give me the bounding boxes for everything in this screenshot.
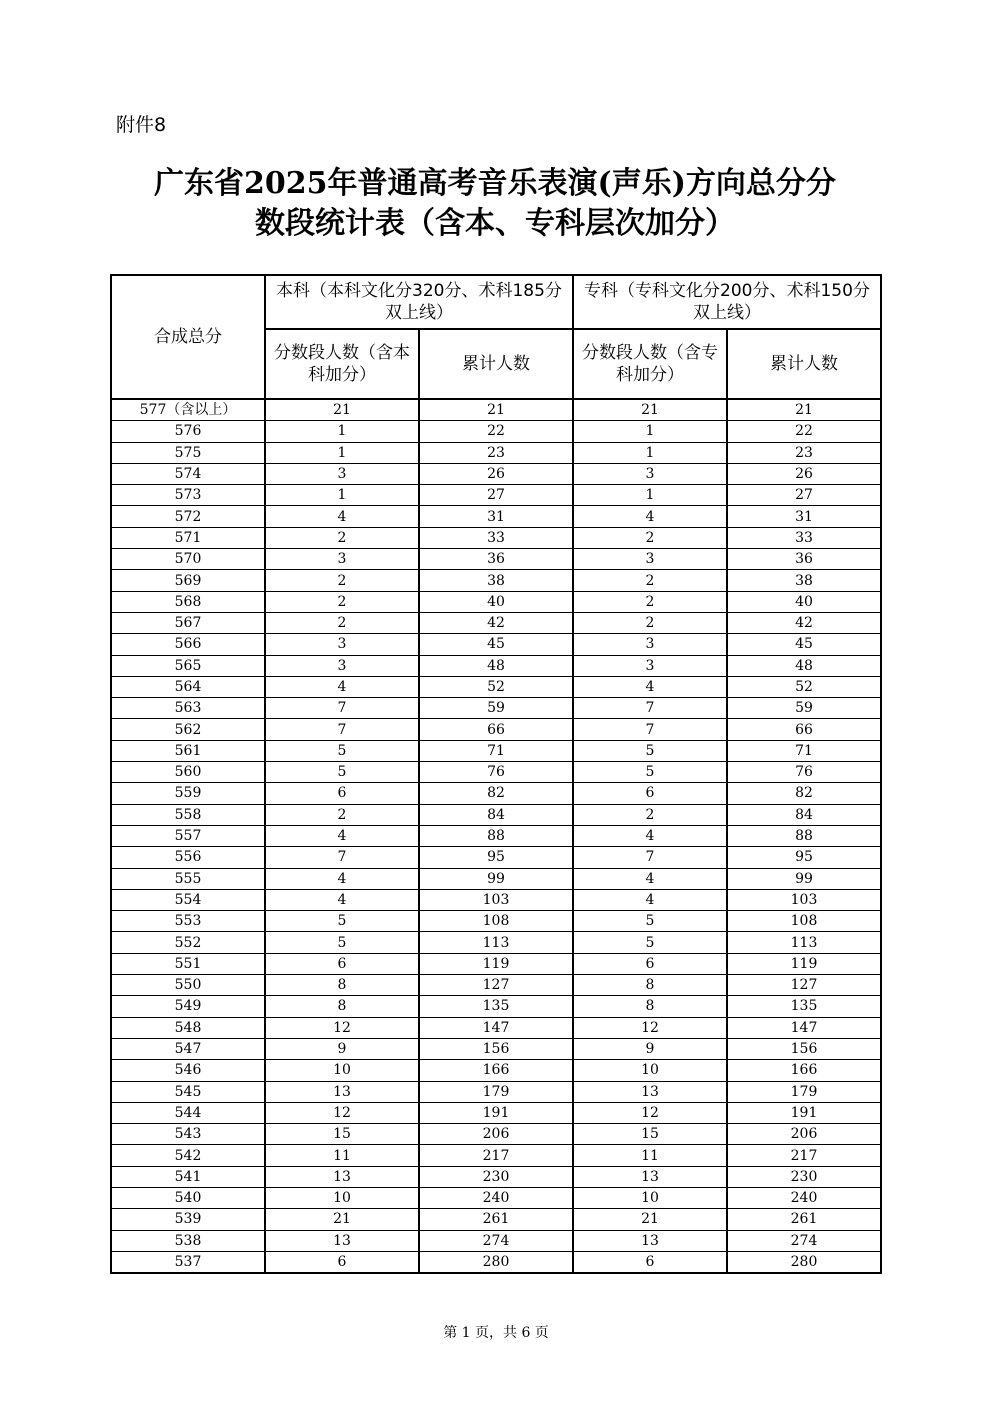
- junior-count-cell: 6: [573, 953, 727, 974]
- junior-cumulative-cell: 31: [727, 506, 881, 527]
- undergrad-cumulative-cell: 240: [419, 1187, 573, 1208]
- junior-count-cell: 6: [573, 1251, 727, 1273]
- undergrad-count-cell: 21: [265, 399, 419, 421]
- score-cell: 538: [111, 1230, 265, 1251]
- table-row: [111, 506, 881, 527]
- undergrad-count-cell: 2: [265, 570, 419, 591]
- score-cell: 543: [111, 1124, 265, 1145]
- junior-cumulative-cell: 119: [727, 953, 881, 974]
- page-title: [110, 164, 880, 244]
- junior-cumulative-cell: 280: [727, 1251, 881, 1273]
- undergrad-count-cell: 13: [265, 1166, 419, 1187]
- undergrad-cumulative-cell: 217: [419, 1145, 573, 1166]
- junior-cumulative-cell: 88: [727, 825, 881, 846]
- junior-count-cell: 4: [573, 868, 727, 889]
- score-cell: 545: [111, 1081, 265, 1102]
- undergrad-count-cell: 13: [265, 1081, 419, 1102]
- undergrad-count-cell: 3: [265, 655, 419, 676]
- junior-count-cell: 3: [573, 463, 727, 484]
- score-cell: 552: [111, 932, 265, 953]
- undergrad-count-cell: 11: [265, 1145, 419, 1166]
- score-cell: 555: [111, 868, 265, 889]
- undergrad-count-cell: 9: [265, 1038, 419, 1059]
- table-row: [111, 655, 881, 676]
- table-row: [111, 1102, 881, 1123]
- junior-cumulative-cell: 38: [727, 570, 881, 591]
- undergrad-cumulative-cell: 42: [419, 612, 573, 633]
- undergrad-cumulative-cell: 280: [419, 1251, 573, 1273]
- junior-count-cell: 3: [573, 655, 727, 676]
- undergrad-cumulative-cell: 108: [419, 911, 573, 932]
- junior-count-cell: 2: [573, 570, 727, 591]
- score-cell: 573: [111, 485, 265, 506]
- score-cell: 556: [111, 847, 265, 868]
- table-row: [111, 783, 881, 804]
- score-cell: 562: [111, 719, 265, 740]
- table-row: [111, 847, 881, 868]
- junior-cumulative-cell: 147: [727, 1017, 881, 1038]
- table-row: [111, 1060, 881, 1081]
- score-cell: 553: [111, 911, 265, 932]
- undergrad-cumulative-cell: 23: [419, 442, 573, 463]
- junior-cumulative-cell: 156: [727, 1038, 881, 1059]
- score-distribution-table: [110, 274, 882, 1274]
- score-cell: 541: [111, 1166, 265, 1187]
- undergrad-count-cell: 7: [265, 698, 419, 719]
- junior-count-cell: 5: [573, 911, 727, 932]
- table-row: [111, 527, 881, 548]
- table-row: [111, 1038, 881, 1059]
- table-row: [111, 762, 881, 783]
- junior-count-cell: 13: [573, 1166, 727, 1187]
- undergrad-cumulative-cell: 274: [419, 1230, 573, 1251]
- junior-count-cell: 21: [573, 399, 727, 421]
- junior-cumulative-cell: 261: [727, 1209, 881, 1230]
- score-cell: 537: [111, 1251, 265, 1273]
- junior-count-cell: 7: [573, 719, 727, 740]
- junior-count-cell: 2: [573, 804, 727, 825]
- junior-count-cell: 10: [573, 1187, 727, 1208]
- undergrad-count-cell: 21: [265, 1209, 419, 1230]
- table-row: [111, 1017, 881, 1038]
- table-row: [111, 1209, 881, 1230]
- undergrad-cumulative-cell: 21: [419, 399, 573, 421]
- junior-cumulative-cell: 206: [727, 1124, 881, 1145]
- junior-count-cell: 15: [573, 1124, 727, 1145]
- table-row: [111, 889, 881, 910]
- table-row: [111, 911, 881, 932]
- table-row: [111, 421, 881, 442]
- junior-cumulative-cell: 240: [727, 1187, 881, 1208]
- undergrad-count-cell: 7: [265, 719, 419, 740]
- score-cell: 570: [111, 549, 265, 570]
- undergrad-count-cell: 3: [265, 549, 419, 570]
- score-cell: 576: [111, 421, 265, 442]
- junior-cumulative-cell: 52: [727, 676, 881, 697]
- undergrad-cumulative-cell: 103: [419, 889, 573, 910]
- table-row: [111, 1230, 881, 1251]
- undergrad-cumulative-cell: 38: [419, 570, 573, 591]
- table-body: [111, 399, 881, 1273]
- junior-cumulative-cell: 66: [727, 719, 881, 740]
- undergrad-count-cell: 4: [265, 676, 419, 697]
- junior-count-cell: 2: [573, 527, 727, 548]
- score-cell: 547: [111, 1038, 265, 1059]
- junior-cumulative-cell: 166: [727, 1060, 881, 1081]
- title-line-1: 广东省2025年普通高考音乐表演(声乐)方向总分分: [154, 166, 836, 201]
- header-undergrad-group: 本科（本科文化分320分、术科185分双上线）: [265, 275, 573, 329]
- junior-count-cell: 8: [573, 975, 727, 996]
- header-undergrad-cumulative: 累计人数: [419, 329, 573, 399]
- undergrad-cumulative-cell: 261: [419, 1209, 573, 1230]
- junior-cumulative-cell: 71: [727, 740, 881, 761]
- table-row: [111, 825, 881, 846]
- table-row: [111, 804, 881, 825]
- junior-cumulative-cell: 23: [727, 442, 881, 463]
- score-cell: 544: [111, 1102, 265, 1123]
- junior-count-cell: 1: [573, 421, 727, 442]
- undergrad-cumulative-cell: 127: [419, 975, 573, 996]
- junior-cumulative-cell: 59: [727, 698, 881, 719]
- table-row: [111, 698, 881, 719]
- undergrad-cumulative-cell: 40: [419, 591, 573, 612]
- score-cell: 551: [111, 953, 265, 974]
- junior-cumulative-cell: 135: [727, 996, 881, 1017]
- score-cell: 561: [111, 740, 265, 761]
- junior-count-cell: 6: [573, 783, 727, 804]
- undergrad-count-cell: 4: [265, 506, 419, 527]
- table-row: [111, 612, 881, 633]
- junior-count-cell: 4: [573, 506, 727, 527]
- attachment-label: 附件8: [116, 114, 167, 136]
- score-cell: 577（含以上）: [111, 399, 265, 421]
- junior-cumulative-cell: 40: [727, 591, 881, 612]
- junior-cumulative-cell: 27: [727, 485, 881, 506]
- undergrad-cumulative-cell: 206: [419, 1124, 573, 1145]
- undergrad-count-cell: 3: [265, 463, 419, 484]
- junior-cumulative-cell: 33: [727, 527, 881, 548]
- score-cell: 546: [111, 1060, 265, 1081]
- junior-count-cell: 5: [573, 740, 727, 761]
- undergrad-count-cell: 2: [265, 804, 419, 825]
- undergrad-count-cell: 6: [265, 783, 419, 804]
- score-cell: 574: [111, 463, 265, 484]
- undergrad-cumulative-cell: 147: [419, 1017, 573, 1038]
- undergrad-count-cell: 4: [265, 889, 419, 910]
- table-row: [111, 399, 881, 421]
- score-cell: 560: [111, 762, 265, 783]
- junior-count-cell: 10: [573, 1060, 727, 1081]
- undergrad-cumulative-cell: 33: [419, 527, 573, 548]
- junior-cumulative-cell: 127: [727, 975, 881, 996]
- junior-count-cell: 4: [573, 825, 727, 846]
- junior-count-cell: 2: [573, 591, 727, 612]
- undergrad-count-cell: 6: [265, 1251, 419, 1273]
- undergrad-cumulative-cell: 135: [419, 996, 573, 1017]
- junior-cumulative-cell: 274: [727, 1230, 881, 1251]
- junior-count-cell: 8: [573, 996, 727, 1017]
- undergrad-count-cell: 4: [265, 825, 419, 846]
- junior-cumulative-cell: 95: [727, 847, 881, 868]
- table-row: [111, 953, 881, 974]
- table-row: [111, 463, 881, 484]
- table-row: [111, 975, 881, 996]
- junior-cumulative-cell: 230: [727, 1166, 881, 1187]
- undergrad-cumulative-cell: 22: [419, 421, 573, 442]
- junior-cumulative-cell: 99: [727, 868, 881, 889]
- junior-count-cell: 5: [573, 932, 727, 953]
- score-cell: 549: [111, 996, 265, 1017]
- undergrad-cumulative-cell: 166: [419, 1060, 573, 1081]
- score-cell: 568: [111, 591, 265, 612]
- header-undergrad-count: 分数段人数（含本科加分）: [265, 329, 419, 399]
- score-cell: 542: [111, 1145, 265, 1166]
- table-row: [111, 740, 881, 761]
- junior-cumulative-cell: 82: [727, 783, 881, 804]
- score-cell: 567: [111, 612, 265, 633]
- undergrad-count-cell: 2: [265, 612, 419, 633]
- undergrad-count-cell: 1: [265, 442, 419, 463]
- junior-cumulative-cell: 217: [727, 1145, 881, 1166]
- score-cell: 566: [111, 634, 265, 655]
- junior-count-cell: 1: [573, 442, 727, 463]
- junior-cumulative-cell: 113: [727, 932, 881, 953]
- undergrad-count-cell: 8: [265, 996, 419, 1017]
- score-cell: 559: [111, 783, 265, 804]
- score-cell: 540: [111, 1187, 265, 1208]
- undergrad-count-cell: 1: [265, 485, 419, 506]
- undergrad-cumulative-cell: 95: [419, 847, 573, 868]
- undergrad-cumulative-cell: 66: [419, 719, 573, 740]
- junior-count-cell: 12: [573, 1017, 727, 1038]
- undergrad-count-cell: 4: [265, 868, 419, 889]
- junior-cumulative-cell: 36: [727, 549, 881, 570]
- junior-cumulative-cell: 48: [727, 655, 881, 676]
- header-junior-count: 分数段人数（含专科加分）: [573, 329, 727, 399]
- undergrad-cumulative-cell: 71: [419, 740, 573, 761]
- undergrad-count-cell: 13: [265, 1230, 419, 1251]
- score-cell: 548: [111, 1017, 265, 1038]
- table-row: [111, 591, 881, 612]
- table-row: [111, 442, 881, 463]
- undergrad-count-cell: 10: [265, 1187, 419, 1208]
- table-row: [111, 485, 881, 506]
- undergrad-cumulative-cell: 76: [419, 762, 573, 783]
- undergrad-count-cell: 7: [265, 847, 419, 868]
- junior-count-cell: 1: [573, 485, 727, 506]
- score-cell: 554: [111, 889, 265, 910]
- table-row: [111, 1251, 881, 1273]
- header-junior-cumulative: 累计人数: [727, 329, 881, 399]
- undergrad-count-cell: 5: [265, 932, 419, 953]
- junior-cumulative-cell: 191: [727, 1102, 881, 1123]
- header-junior-group: 专科（专科文化分200分、术科150分双上线）: [573, 275, 881, 329]
- undergrad-count-cell: 5: [265, 740, 419, 761]
- junior-cumulative-cell: 84: [727, 804, 881, 825]
- undergrad-cumulative-cell: 84: [419, 804, 573, 825]
- table-row: [111, 570, 881, 591]
- table-row: [111, 676, 881, 697]
- junior-cumulative-cell: 108: [727, 911, 881, 932]
- junior-count-cell: 4: [573, 676, 727, 697]
- junior-cumulative-cell: 103: [727, 889, 881, 910]
- table-row: [111, 996, 881, 1017]
- undergrad-cumulative-cell: 191: [419, 1102, 573, 1123]
- junior-count-cell: 7: [573, 698, 727, 719]
- junior-count-cell: 7: [573, 847, 727, 868]
- undergrad-cumulative-cell: 36: [419, 549, 573, 570]
- junior-count-cell: 4: [573, 889, 727, 910]
- score-cell: 571: [111, 527, 265, 548]
- undergrad-count-cell: 10: [265, 1060, 419, 1081]
- undergrad-cumulative-cell: 31: [419, 506, 573, 527]
- table-row: [111, 549, 881, 570]
- undergrad-count-cell: 3: [265, 634, 419, 655]
- score-cell: 569: [111, 570, 265, 591]
- junior-cumulative-cell: 26: [727, 463, 881, 484]
- undergrad-count-cell: 8: [265, 975, 419, 996]
- undergrad-cumulative-cell: 26: [419, 463, 573, 484]
- junior-cumulative-cell: 42: [727, 612, 881, 633]
- undergrad-cumulative-cell: 113: [419, 932, 573, 953]
- score-cell: 539: [111, 1209, 265, 1230]
- junior-count-cell: 3: [573, 634, 727, 655]
- junior-count-cell: 9: [573, 1038, 727, 1059]
- score-cell: 557: [111, 825, 265, 846]
- undergrad-count-cell: 6: [265, 953, 419, 974]
- undergrad-count-cell: 2: [265, 591, 419, 612]
- table-row: [111, 868, 881, 889]
- title-line-2: 数段统计表（含本、专科层次加分）: [255, 206, 735, 241]
- undergrad-cumulative-cell: 52: [419, 676, 573, 697]
- score-cell: 575: [111, 442, 265, 463]
- junior-count-cell: 3: [573, 549, 727, 570]
- table-row: [111, 634, 881, 655]
- junior-cumulative-cell: 179: [727, 1081, 881, 1102]
- page-footer: 第 1 页，共 6 页: [443, 1325, 549, 1341]
- score-cell: 563: [111, 698, 265, 719]
- junior-cumulative-cell: 22: [727, 421, 881, 442]
- undergrad-cumulative-cell: 230: [419, 1166, 573, 1187]
- table-row: [111, 1166, 881, 1187]
- undergrad-count-cell: 12: [265, 1017, 419, 1038]
- undergrad-count-cell: 15: [265, 1124, 419, 1145]
- undergrad-cumulative-cell: 179: [419, 1081, 573, 1102]
- table-row: [111, 932, 881, 953]
- undergrad-cumulative-cell: 119: [419, 953, 573, 974]
- undergrad-cumulative-cell: 99: [419, 868, 573, 889]
- undergrad-count-cell: 12: [265, 1102, 419, 1123]
- undergrad-count-cell: 2: [265, 527, 419, 548]
- score-cell: 558: [111, 804, 265, 825]
- score-cell: 564: [111, 676, 265, 697]
- undergrad-count-cell: 5: [265, 911, 419, 932]
- undergrad-cumulative-cell: 59: [419, 698, 573, 719]
- score-cell: 565: [111, 655, 265, 676]
- undergrad-cumulative-cell: 48: [419, 655, 573, 676]
- table-row: [111, 719, 881, 740]
- header-score: 合成总分: [111, 275, 265, 399]
- undergrad-cumulative-cell: 27: [419, 485, 573, 506]
- table-row: [111, 1124, 881, 1145]
- junior-count-cell: 12: [573, 1102, 727, 1123]
- undergrad-count-cell: 5: [265, 762, 419, 783]
- junior-count-cell: 13: [573, 1230, 727, 1251]
- junior-count-cell: 2: [573, 612, 727, 633]
- undergrad-cumulative-cell: 45: [419, 634, 573, 655]
- score-cell: 550: [111, 975, 265, 996]
- table-row: [111, 1187, 881, 1208]
- junior-cumulative-cell: 45: [727, 634, 881, 655]
- junior-cumulative-cell: 21: [727, 399, 881, 421]
- junior-count-cell: 11: [573, 1145, 727, 1166]
- junior-count-cell: 5: [573, 762, 727, 783]
- score-cell: 572: [111, 506, 265, 527]
- undergrad-cumulative-cell: 82: [419, 783, 573, 804]
- table-row: [111, 1081, 881, 1102]
- undergrad-cumulative-cell: 88: [419, 825, 573, 846]
- undergrad-count-cell: 1: [265, 421, 419, 442]
- junior-cumulative-cell: 76: [727, 762, 881, 783]
- junior-count-cell: 13: [573, 1081, 727, 1102]
- undergrad-cumulative-cell: 156: [419, 1038, 573, 1059]
- table-row: [111, 1145, 881, 1166]
- junior-count-cell: 21: [573, 1209, 727, 1230]
